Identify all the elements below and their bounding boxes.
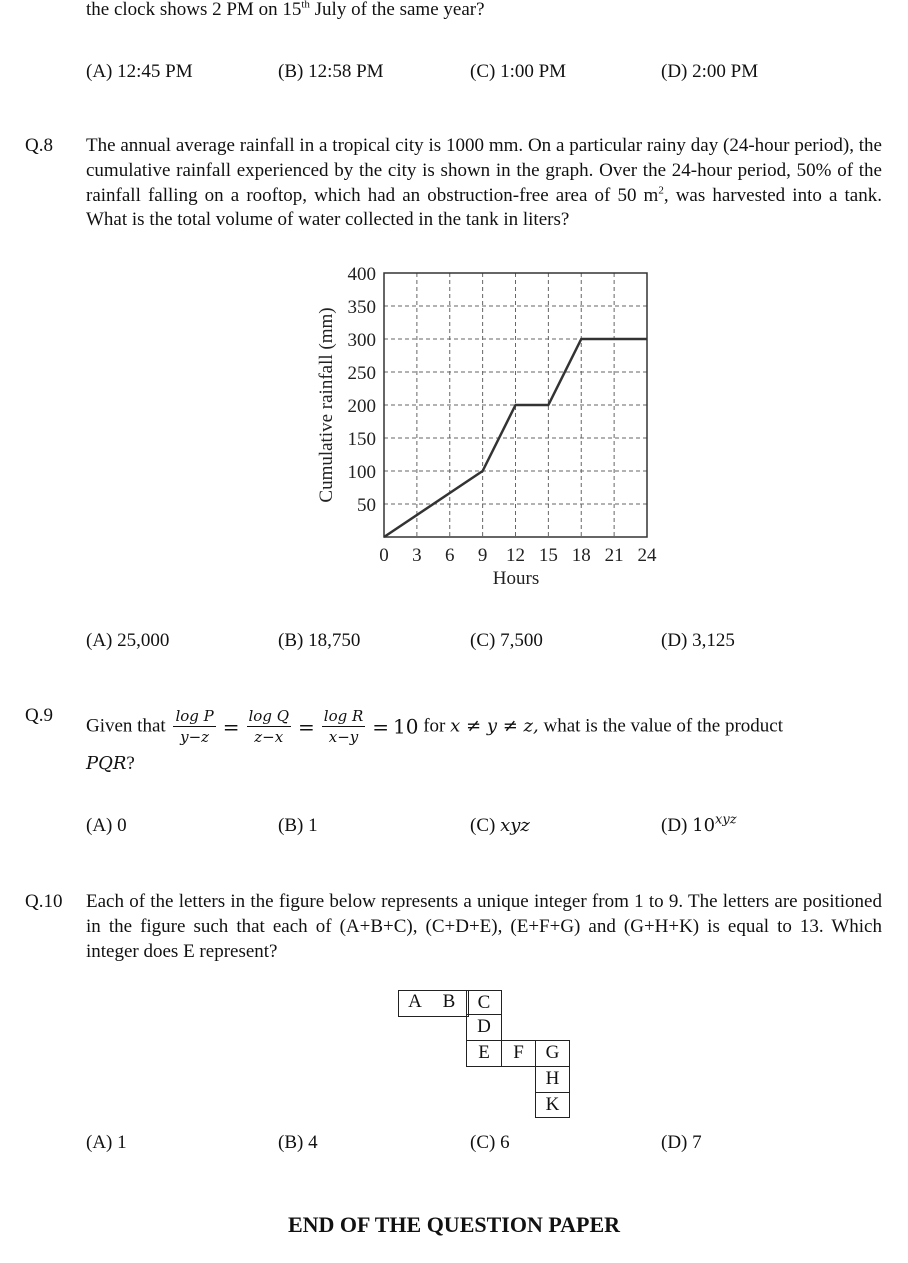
q9-option-b: (B) 1 xyxy=(278,815,318,836)
y-axis-label: Cumulative rainfall (mm) xyxy=(316,307,337,503)
q8-text: The annual average rainfall in a tropical city is 1000 mm. On a particular rainy day (24-hour period), the cumulative rainfall experienced by the city is shown in the graph. Over the 24-hour period, 50% of the rainfall falling on a rooftop, which had an obstruction-free area of 50 $m^2$, was harvested into a tank. What is the total volume of water collected in the tank in liters? xyxy=(86,135,882,231)
grid-cell-f: F xyxy=(501,1040,536,1067)
grid-cell-k: K xyxy=(535,1092,570,1118)
grid-cell-c: C xyxy=(466,990,502,1015)
x-tick-label-24: 24 xyxy=(637,545,657,566)
grid-cell-d: D xyxy=(466,1014,502,1041)
q9-option-c: (C) xyz xyxy=(470,815,530,836)
fraction-r: $\frac{\text{log R}}{x-y}$ xyxy=(323,707,364,747)
q7-option-b: (B) 12:58 PM xyxy=(278,61,384,82)
y-tick-label-400: 400 xyxy=(347,264,376,285)
x-tick-label-12: 12 xyxy=(506,545,525,566)
q7-option-a: (A) 12:45 PM xyxy=(86,61,193,82)
grid-cell-e: E xyxy=(466,1040,502,1067)
grid-cell-g: G xyxy=(535,1040,570,1067)
q8-option-d: (D) 3,125 xyxy=(661,630,735,651)
x-axis-label: Hours xyxy=(492,568,540,589)
q9-number: Q.9 xyxy=(25,705,53,726)
x-tick-label-21: 21 xyxy=(604,545,624,566)
y-tick-label-350: 350 xyxy=(347,297,376,318)
grid-cell-a: A xyxy=(408,991,422,1012)
q10-text: Each of the letters in the figure below represents a unique integer from 1 to 9. The letters are positioned in the figure such that each of (A+B+C), (C+D+E), (E+F+G) and (G+H+K) is equal to 13. Which integer does E represent? xyxy=(86,891,882,962)
y-tick-label-50: 50 xyxy=(357,495,376,516)
grid-cell-b: B xyxy=(442,991,456,1012)
fraction-q: $\frac{\text{log Q}}{z-x}$ xyxy=(248,707,289,747)
q10-option-c: (C) 6 xyxy=(470,1132,510,1153)
q7-option-c: (C) 1:00 PM xyxy=(470,61,567,82)
q10-option-b: (B) 4 xyxy=(278,1132,318,1153)
y-tick-label-300: 300 xyxy=(347,330,376,351)
q8-number: Q.8 xyxy=(25,135,53,156)
rainfall-chart xyxy=(300,258,680,598)
y-tick-label-150: 150 xyxy=(347,429,376,450)
q7-option-d: (D) 2:00 PM xyxy=(661,61,759,82)
x-tick-label-0: 0 xyxy=(379,545,389,566)
q9-text: Given that $\frac{\text{log P}}{y-z}$ = $\frac{\text{log Q}}{z-x}$ = $\frac{\text{log R}}{x-y}$ = 10 for x ≠ y ≠ z, what is the value of the product xyxy=(86,707,784,747)
x-tick-label-3: 3 xyxy=(412,545,422,566)
q9-option-d: (D) $10^{xyz}$ xyxy=(661,812,737,836)
q8-option-b: (B) 18,750 xyxy=(278,630,361,651)
q10-option-a: (A) 1 xyxy=(86,1132,127,1153)
x-tick-label-18: 18 xyxy=(571,545,591,566)
q9-text-line2: PQR? xyxy=(86,753,135,774)
q9-option-a: (A) 0 xyxy=(86,815,127,836)
q10-option-d: (D) 7 xyxy=(661,1132,702,1153)
q8-option-c: (C) 7,500 xyxy=(470,630,543,651)
x-tick-label-15: 15 xyxy=(538,545,558,566)
x-tick-label-6: 6 xyxy=(445,545,455,566)
end-of-paper-title: END OF THE QUESTION PAPER xyxy=(287,1212,621,1237)
fraction-p: $\frac{\text{log P}}{y-z}$ xyxy=(175,707,214,747)
q10-number: Q.10 xyxy=(25,891,63,912)
q7-text-tail: the clock shows 2 PM on 15th July of the same year? xyxy=(86,0,485,20)
x-tick-label-9: 9 xyxy=(477,545,488,566)
y-tick-label-100: 100 xyxy=(347,462,376,483)
q8-option-a: (A) 25,000 xyxy=(86,630,170,651)
grid-cell-h: H xyxy=(535,1066,570,1093)
y-tick-label-250: 250 xyxy=(347,363,376,384)
y-tick-label-200: 200 xyxy=(347,396,376,417)
